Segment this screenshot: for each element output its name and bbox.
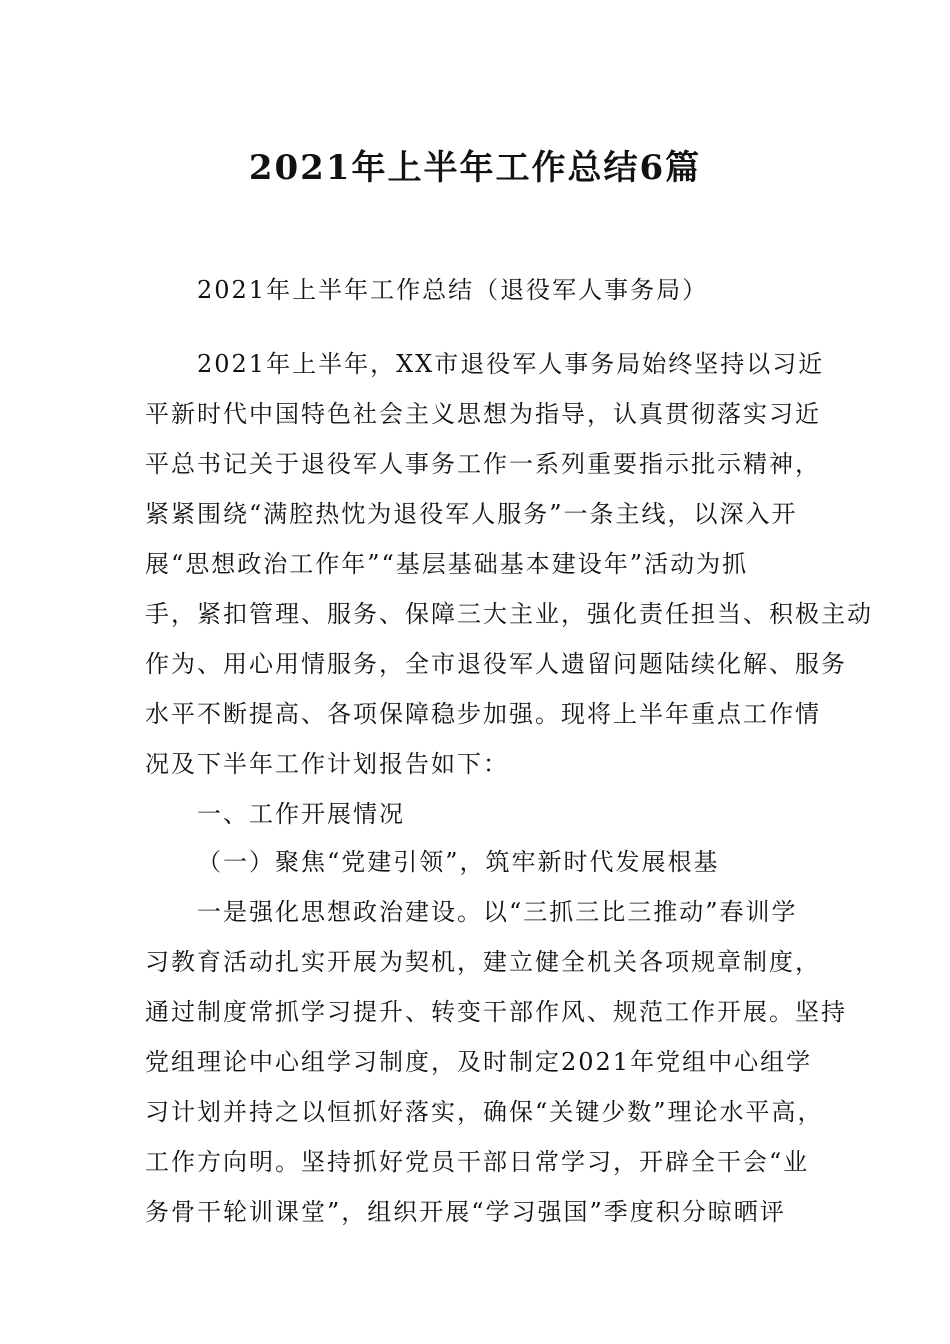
paragraph-line: 平新时代中国特色社会主义思想为指导，认真贯彻落实习近 — [145, 400, 821, 428]
section-subtitle: 2021年上半年工作总结（退役军人事务局） — [197, 276, 709, 304]
paragraph-line: 况及下半年工作计划报告如下： — [145, 750, 509, 778]
paragraph-line: 2021年上半年，XX市退役军人事务局始终坚持以习近 — [197, 350, 825, 378]
paragraph-line: 党组理论中心组学习制度，及时制定2021年党组中心组学 — [145, 1048, 813, 1076]
paragraph-line: 习教育活动扎实开展为契机，建立健全机关各项规章制度， — [145, 948, 821, 976]
paragraph-line: 紧紧围绕“满腔热忱为退役军人服务”一条主线，以深入开 — [145, 500, 798, 528]
paragraph-line: 务骨干轮训课堂”，组织开展“学习强国”季度积分晾晒评 — [145, 1198, 786, 1226]
paragraph-line: 习计划并持之以恒抓好落实，确保“关键少数”理论水平高， — [145, 1098, 824, 1126]
paragraph-line: 展“思想政治工作年”“基层基础基本建设年”活动为抓 — [145, 550, 749, 578]
paragraph-line: 工作方向明。坚持抓好党员干部日常学习，开辟全干会“业 — [145, 1148, 810, 1176]
paragraph-line: 一是强化思想政治建设。以“三抓三比三推动”春训学 — [197, 898, 798, 926]
paragraph-line: 水平不断提高、各项保障稳步加强。现将上半年重点工作情 — [145, 700, 821, 728]
document-title: 2021年上半年工作总结6篇 — [248, 148, 702, 188]
paragraph-line: 作为、用心用情服务，全市退役军人遗留问题陆续化解、服务 — [145, 650, 847, 678]
paragraph-line: 平总书记关于退役军人事务工作一系列重要指示批示精神， — [145, 450, 821, 478]
section-heading: 一、工作开展情况 — [197, 800, 405, 828]
paragraph-line: 手，紧扣管理、服务、保障三大主业，强化责任担当、积极主动 — [145, 600, 873, 628]
paragraph-line: 通过制度常抓学习提升、转变干部作风、规范工作开展。坚持 — [145, 998, 847, 1026]
subsection-heading: （一）聚焦“党建引领”，筑牢新时代发展根基 — [197, 848, 720, 876]
